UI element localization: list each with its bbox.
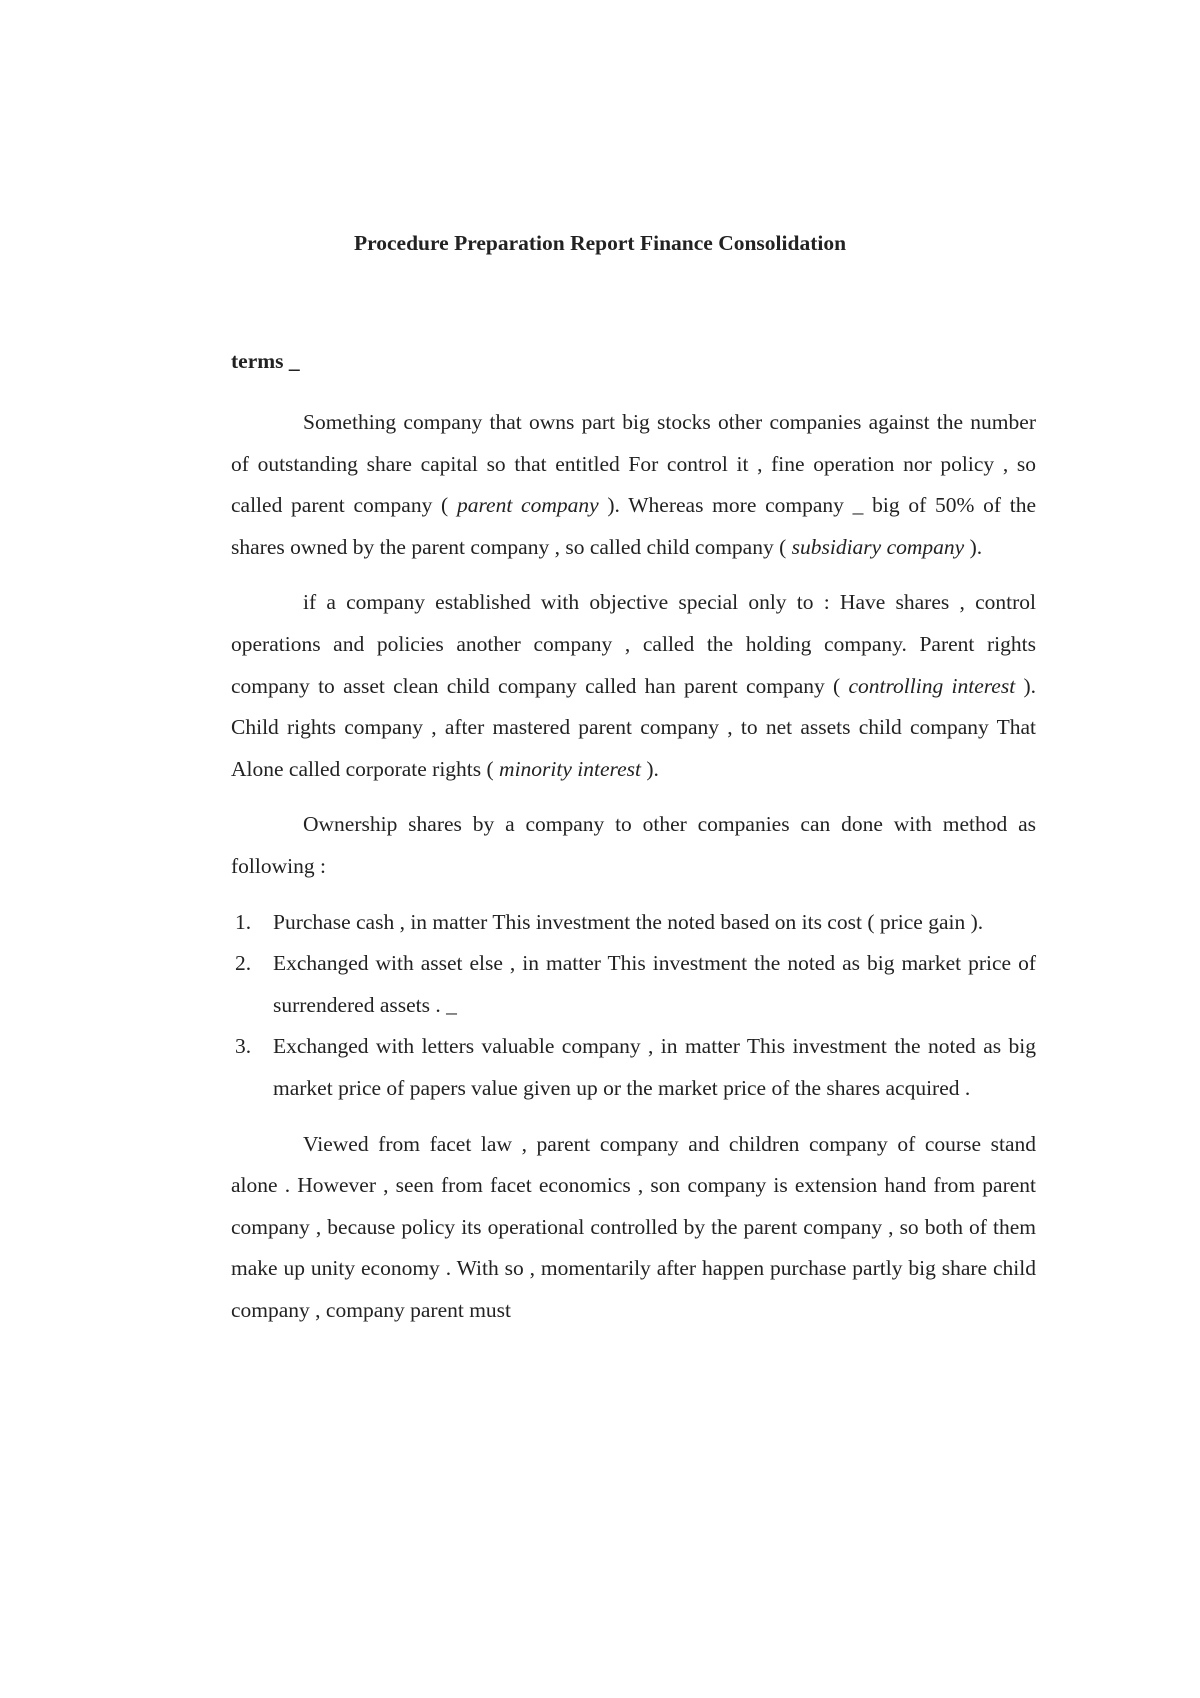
paragraph-holding-company: [231, 582, 1036, 790]
term-parent-company: parent company: [456, 493, 599, 518]
term-controlling-interest: controlling interest: [848, 673, 1016, 698]
list-item-text: Exchanged with asset else , in matter This investment the noted as big market price of surrendered assets . _: [273, 951, 1036, 1017]
paragraph-legal-view: Viewed from facet law , parent company and children company of course stand alone . However , seen from facet economics , son company is extension hand from parent company , because policy its operational controlled by the parent company , so both of them make up unity economy . With so , momentarily after happen purchase partly big share child company , company parent must: [231, 1131, 1036, 1322]
list-item: [231, 902, 1036, 944]
list-number: 3.: [235, 1034, 252, 1059]
list-item-text: Purchase cash , in matter This investment the noted based on its cost ( price gain ).: [273, 909, 984, 934]
list-item: [231, 943, 1036, 1026]
paragraph-text: ).: [964, 534, 983, 559]
document-title: Procedure Preparation Report Finance Consolidation: [353, 231, 847, 255]
paragraph-text: ). Whereas more company _ big of 50% of the shares owned by the parent company , so called child company (: [231, 493, 1037, 559]
list-number: 1.: [235, 909, 252, 934]
paragraph-ownership-methods: Ownership shares by a company to other companies can done with method as following :: [231, 812, 1036, 878]
paragraph-text: if a company established with objective special only to : Have shares , control operations and policies another company , called the holding company. Parent rights company to asset clean child company called han parent company (: [231, 590, 1036, 698]
paragraph-text: ).: [640, 756, 659, 781]
term-minority-interest: minority interest: [499, 756, 641, 781]
list-item: [231, 1026, 1036, 1109]
list-number: 2.: [235, 951, 252, 976]
methods-list: [231, 902, 1036, 1110]
paragraph-text: Something company that owns part big stocks other companies against the number of outstanding share capital so that entitled For control it , fine operation nor policy , so called parent company (: [231, 410, 1036, 518]
section-heading: terms _: [231, 349, 300, 373]
paragraph-text: ). Child rights company , after mastered parent company , to net assets child company That Alone called corporate rights (: [231, 673, 1036, 781]
paragraph-parent-company: [231, 402, 1036, 568]
list-item-text: Exchanged with letters valuable company , in matter This investment the noted as big market price of papers value given up or the market price of the shares acquired .: [273, 1034, 1036, 1100]
term-subsidiary-company: subsidiary company: [791, 534, 965, 559]
document-body: [231, 402, 1036, 1345]
